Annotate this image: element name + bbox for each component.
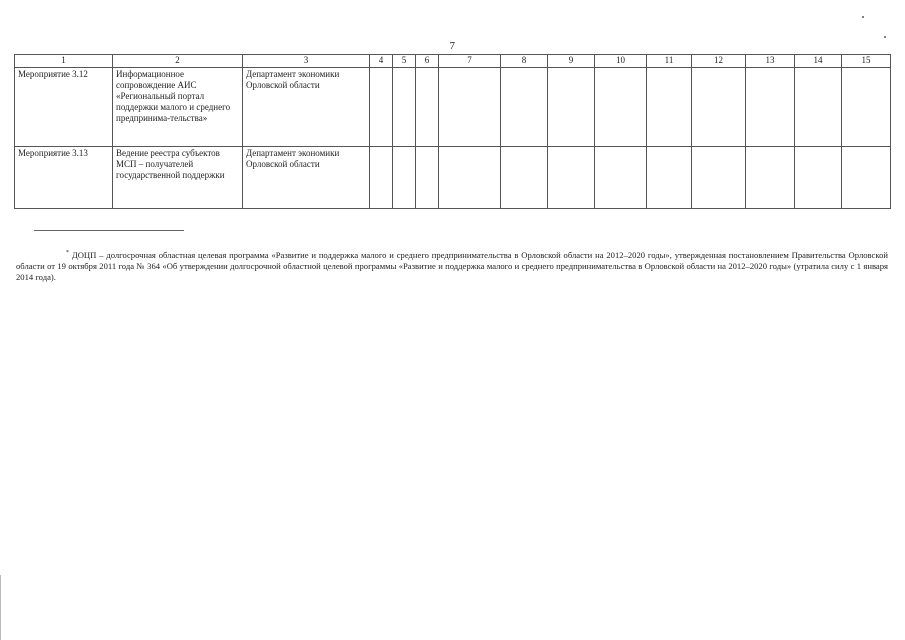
table-cell [501,147,548,209]
table-cell [548,68,595,147]
footnote-text: ДОЦП – долгосрочная областная целевая программа «Развитие и поддержка малого и среднего предпринимательства в Орловской области на 2012–2020 годы», утвержденная постановлением Правительства Орловской области от 19 октября 2011 года № 364 «Об утверждении долгосрочной областной целевой программы «Развитие и поддержка малого и среднего предпринимательства в Орловской области на 2012–2020 годы» (утратила силу с 1 января 2014 года). [16,249,888,283]
column-header: 4 [370,55,393,68]
measure-id-cell: Мероприятие 3.13 [15,147,113,209]
scan-speck [862,16,864,18]
column-header: 9 [548,55,595,68]
column-header: 1 [15,55,113,68]
column-number-row [15,55,891,68]
table-cell [393,68,416,147]
table-row [15,68,891,147]
table-cell [795,68,842,147]
table-cell [842,147,891,209]
table-cell [795,147,842,209]
table-cell [416,147,439,209]
column-header: 5 [393,55,416,68]
table-cell [595,147,647,209]
table-cell [746,68,795,147]
table-cell [842,68,891,147]
footnote [16,248,888,284]
table-cell [439,147,501,209]
table-row [15,147,891,209]
column-header: 15 [842,55,891,68]
table-cell [370,147,393,209]
column-header: 11 [647,55,692,68]
column-header: 8 [501,55,548,68]
scan-speck [884,36,886,38]
column-header: 7 [439,55,501,68]
column-header: 2 [113,55,243,68]
table-cell [692,147,746,209]
table-cell [692,68,746,147]
footnote-divider [34,230,184,231]
table-cell [746,147,795,209]
scan-edge-line [0,575,1,640]
column-header: 3 [243,55,370,68]
table-cell [439,68,501,147]
measure-id-cell: Мероприятие 3.12 [15,68,113,147]
table-cell [501,68,548,147]
table-cell [416,68,439,147]
column-header: 13 [746,55,795,68]
table-cell [370,68,393,147]
column-header: 6 [416,55,439,68]
column-header: 10 [595,55,647,68]
page-number: 7 [449,40,456,52]
column-header: 12 [692,55,746,68]
table-cell [647,68,692,147]
measure-title-cell: Ведение реестра субъектов МСП – получателей государственной поддержки [113,147,243,209]
table-cell [647,147,692,209]
table-cell [393,147,416,209]
measure-title-cell: Информационное сопровождение АИС «Региональный портал поддержки малого и среднего предпринима-тельства» [113,68,243,147]
measures-table [14,54,891,209]
table-cell [548,147,595,209]
footnote-marker: * [66,249,69,256]
executor-cell: Департамент экономики Орловской области [243,68,370,147]
executor-cell: Департамент экономики Орловской области [243,147,370,209]
table-cell [595,68,647,147]
column-header: 14 [795,55,842,68]
